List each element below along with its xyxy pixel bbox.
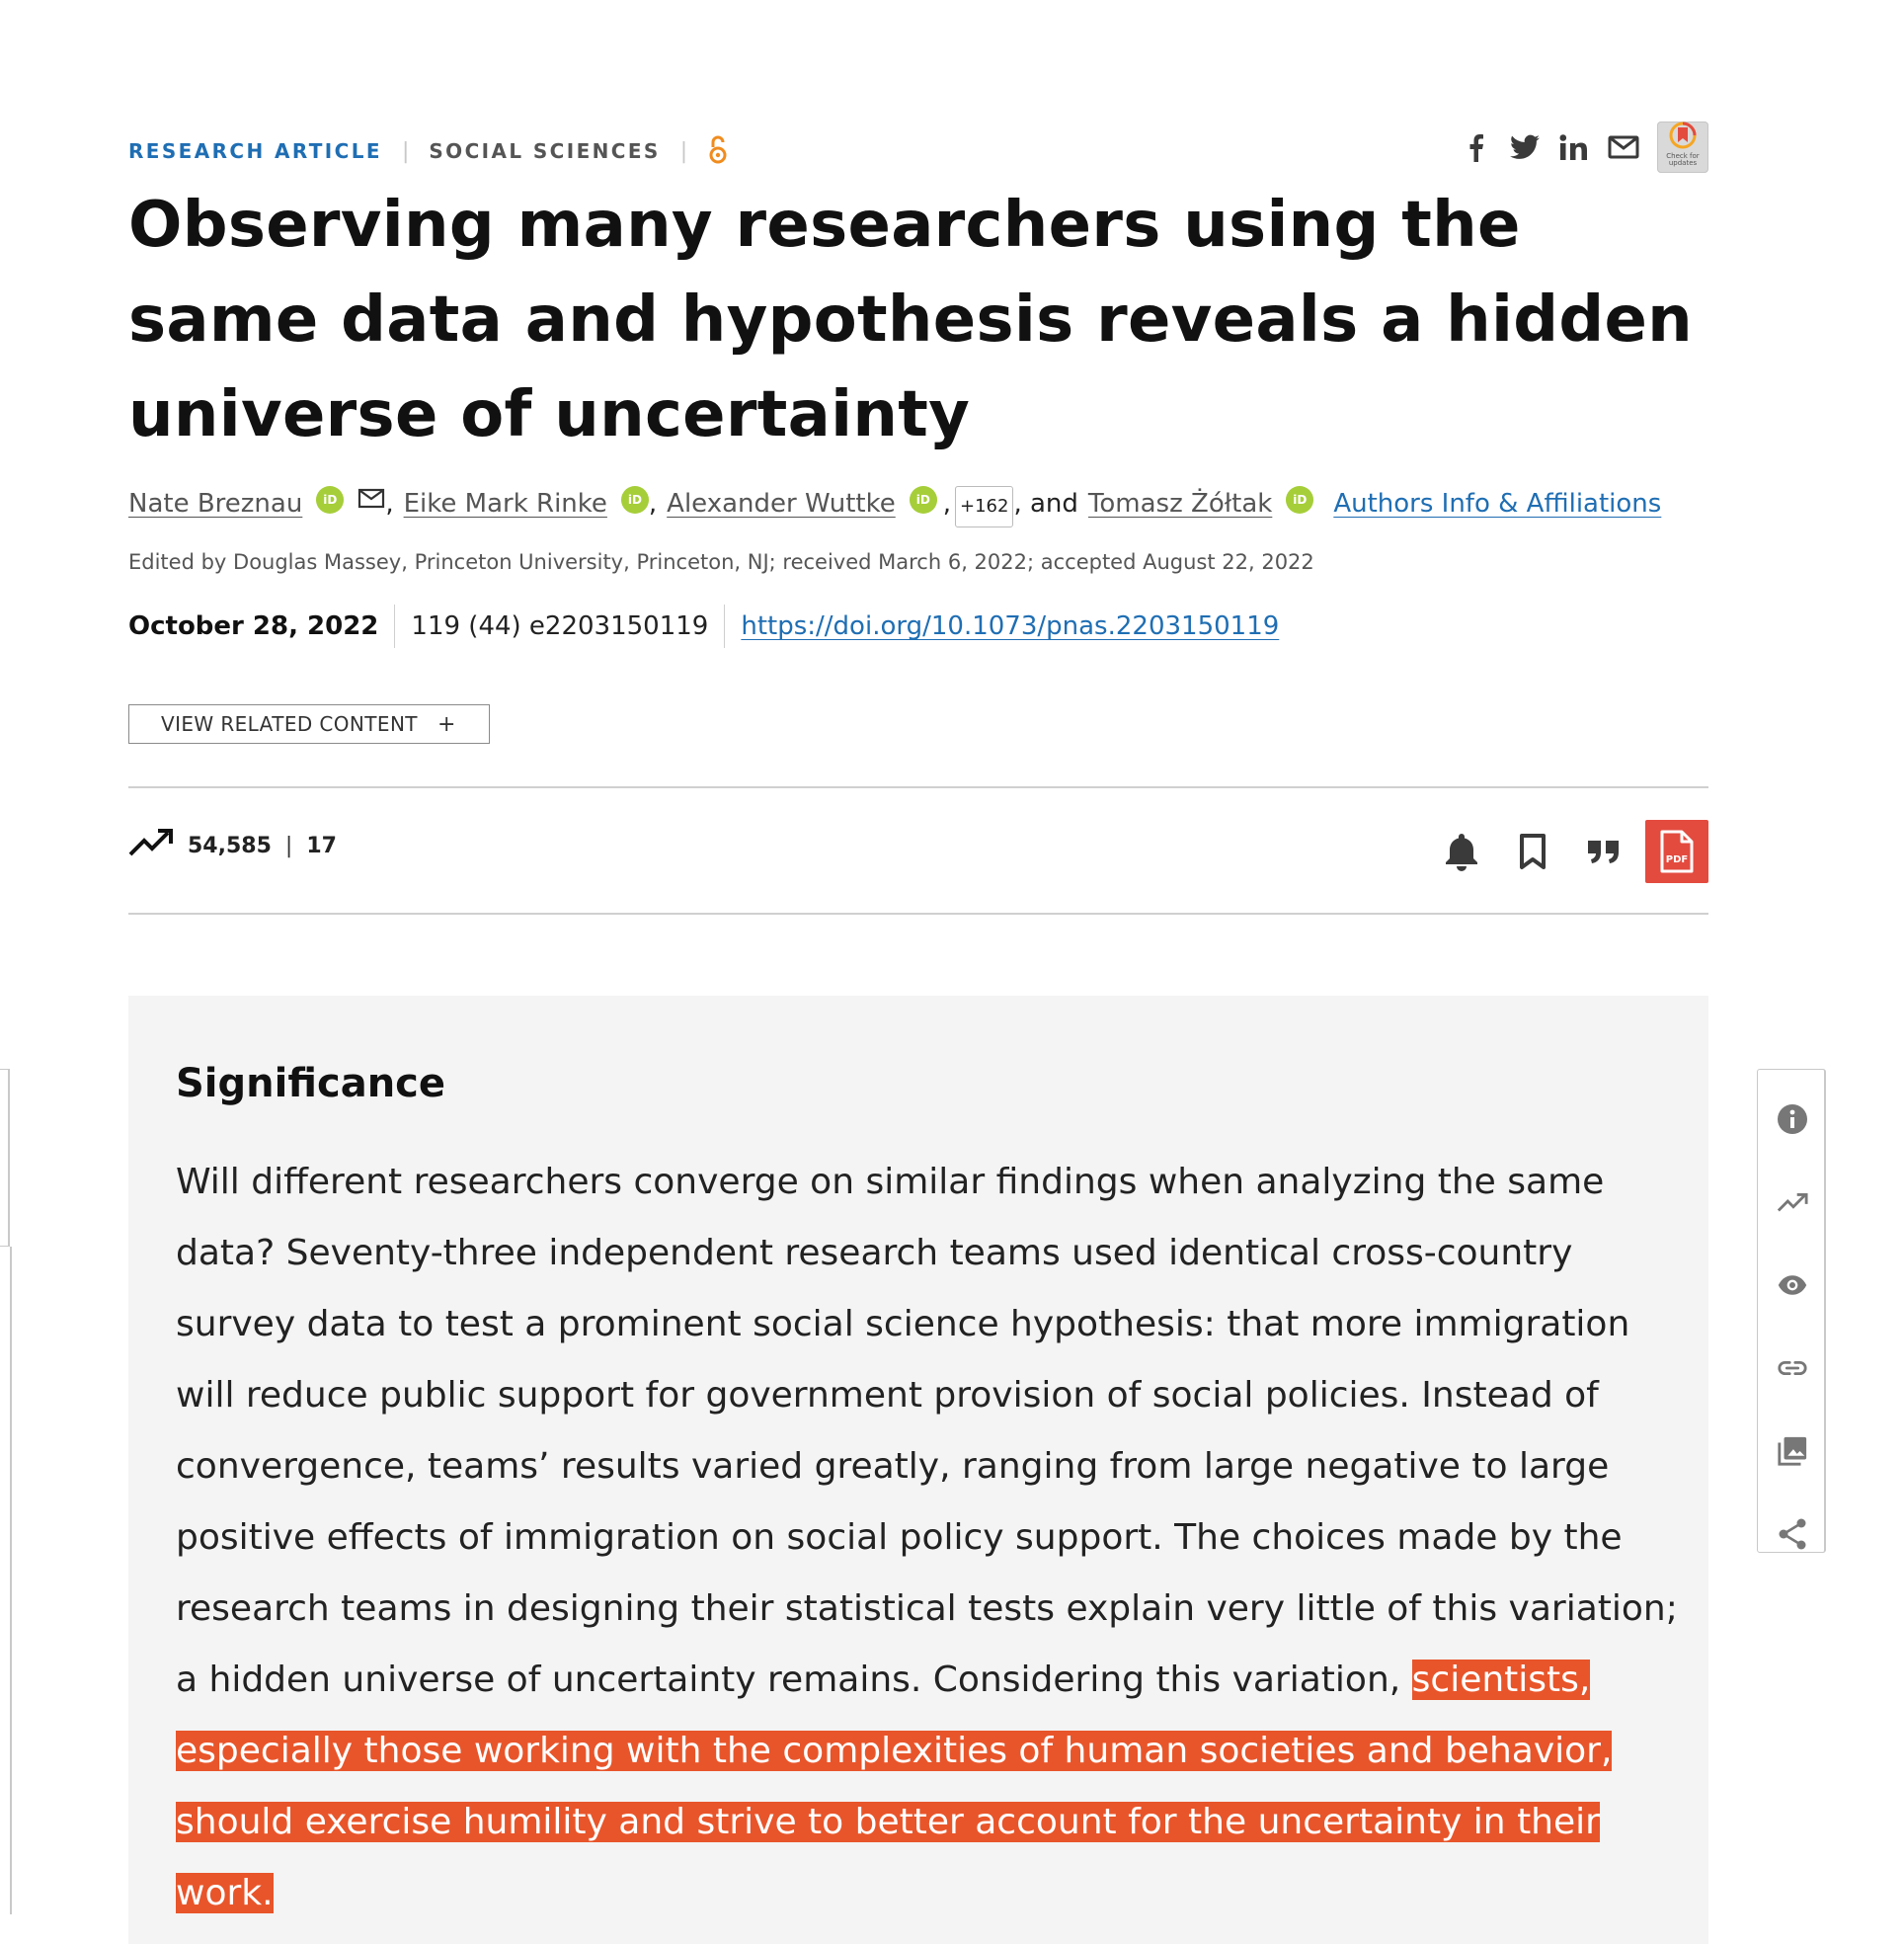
link-icon[interactable] <box>1777 1352 1808 1384</box>
significance-text <box>176 1147 1682 1929</box>
side-toolbar <box>1757 1069 1826 1553</box>
views-count: 54,585 <box>188 833 272 858</box>
significance-text-plain: Will different researchers converge on similar findings when analyzing the same data? Seventy-three independent research teams used identical cross-country survey data to test a prominent social science hypothesis: that more immigration will reduce public support for government provision of social policies. Instead of convergence, teams’ results varied greatly, ranging from large negative to large positive effects of immigration on social policy support. The choices made by the research teams in designing their statistical tests explain very little of this variation; a hidden universe of uncertainty remains. Considering this variation, <box>176 1162 1678 1700</box>
authors-affiliations-link[interactable]: Authors Info & Affiliations <box>1333 489 1662 519</box>
check-for-updates-label: Check for updates <box>1666 152 1700 167</box>
kicker-separator: | <box>401 138 410 164</box>
edited-by-line: Edited by Douglas Massey, Princeton University, Princeton, NJ; received March 6, 2022; accepted August 22, 2022 <box>128 550 1314 574</box>
twitter-icon[interactable] <box>1509 131 1541 163</box>
citations-count: 17 <box>306 833 337 858</box>
author-separator: , <box>942 489 952 519</box>
share-bar <box>1460 122 1708 173</box>
author-separator: , <box>648 489 658 519</box>
divider <box>394 605 395 648</box>
pdf-icon <box>1659 829 1695 874</box>
author-link[interactable]: Tomasz Żółtak <box>1087 489 1273 519</box>
significance-heading: Significance <box>176 1061 446 1106</box>
bookmark-icon[interactable] <box>1513 832 1552 871</box>
bell-icon[interactable] <box>1442 832 1481 871</box>
email-icon[interactable] <box>1608 131 1639 163</box>
author-separator: , <box>385 489 394 519</box>
orcid-icon[interactable]: iD <box>316 486 344 514</box>
highlighted-text[interactable]: scientists, especially those working with the complexities of human societies and behavior, should exercise humility and strive to better account for the uncertainty in their work. <box>176 1660 1613 1913</box>
eye-icon[interactable] <box>1777 1269 1808 1301</box>
article-title: Observing many researchers using the same data and hypothesis reveals a hidden universe of uncertainty <box>128 189 1694 451</box>
quote-icon[interactable] <box>1584 832 1624 871</box>
pdf-download-button[interactable] <box>1645 820 1708 883</box>
article-kicker <box>128 135 729 167</box>
kicker-separator: | <box>679 138 688 164</box>
divider <box>724 605 725 648</box>
image-icon[interactable] <box>1777 1435 1808 1467</box>
article-subject-link[interactable]: SOCIAL SCIENCES <box>429 139 661 163</box>
divider <box>128 786 1708 788</box>
publication-info <box>128 605 1279 648</box>
author-email-icon[interactable] <box>357 488 385 512</box>
author-list <box>128 480 1748 527</box>
article-topline <box>128 131 1708 171</box>
metrics-separator: | <box>284 833 293 858</box>
share-icon[interactable] <box>1777 1518 1808 1550</box>
orcid-icon[interactable]: iD <box>621 486 649 514</box>
view-related-content-label: VIEW RELATED CONTENT <box>161 712 418 736</box>
pdf-label: PDF <box>1665 854 1689 865</box>
left-panel-edge <box>10 1247 12 1914</box>
check-for-updates-icon <box>1668 122 1698 151</box>
doi-link[interactable]: https://doi.org/10.1073/pnas.2203150119 <box>741 611 1280 641</box>
linkedin-icon[interactable] <box>1558 131 1590 163</box>
check-for-updates-button[interactable] <box>1657 122 1708 173</box>
author-link[interactable]: Nate Breznau <box>128 489 303 519</box>
author-and: , and <box>1013 489 1078 519</box>
publication-date: October 28, 2022 <box>128 611 379 641</box>
view-related-content-button[interactable] <box>128 704 490 744</box>
article-actions <box>1442 820 1708 883</box>
orcid-icon[interactable]: iD <box>1286 486 1313 514</box>
volume-issue: 119 (44) e2203150119 <box>411 611 709 641</box>
more-authors-button[interactable]: +162 <box>955 486 1013 527</box>
orcid-icon[interactable]: iD <box>910 486 937 514</box>
trending-icon <box>128 828 174 863</box>
info-icon[interactable] <box>1777 1103 1808 1135</box>
author-link[interactable]: Eike Mark Rinke <box>403 489 607 519</box>
article-type-link[interactable]: RESEARCH ARTICLE <box>128 139 382 163</box>
significance-section <box>128 996 1708 1944</box>
plus-icon: + <box>436 711 456 737</box>
author-link[interactable]: Alexander Wuttke <box>667 489 896 519</box>
left-panel-edge <box>0 1069 10 1247</box>
article-metrics[interactable] <box>128 828 337 863</box>
facebook-icon[interactable] <box>1460 131 1491 163</box>
trending-icon[interactable] <box>1777 1186 1808 1218</box>
open-access-icon <box>707 135 729 167</box>
divider <box>128 913 1708 915</box>
